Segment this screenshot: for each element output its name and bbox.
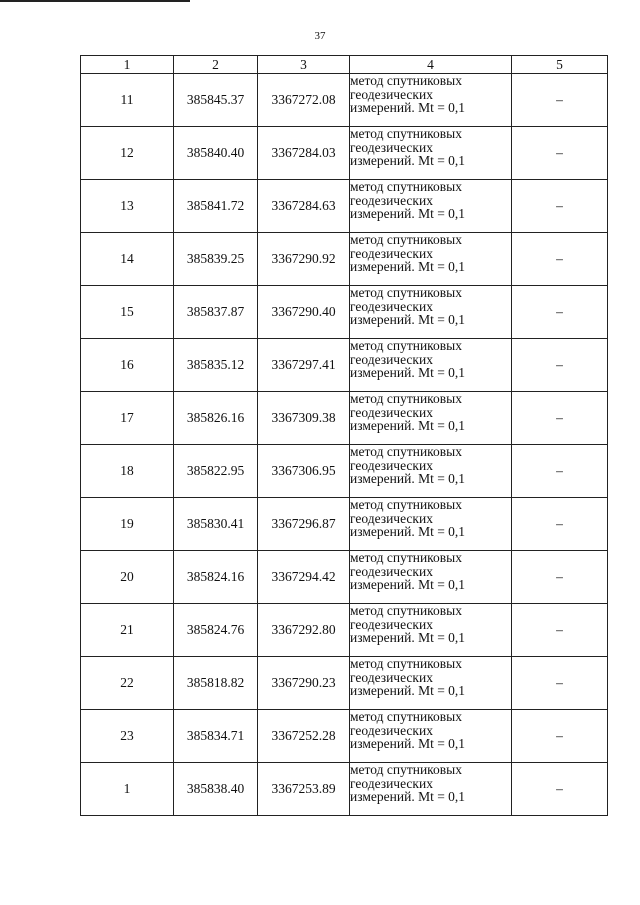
table-row xyxy=(81,339,608,392)
point-number-cell: 13 xyxy=(81,180,174,233)
method-line: геодезических xyxy=(350,351,433,367)
point-number-cell: 11 xyxy=(81,74,174,127)
method-line: измерений. Mt = 0,1 xyxy=(350,471,466,486)
note-cell: – xyxy=(512,127,608,180)
table-row xyxy=(81,657,608,710)
y-coordinate-cell: 3367297.41 xyxy=(258,339,350,392)
method-line: геодезических xyxy=(350,86,433,102)
table-row xyxy=(81,763,608,816)
method-line: измерений. Mt = 0,1 xyxy=(350,683,466,698)
x-coordinate-cell: 385838.40 xyxy=(174,763,258,816)
method-line: измерений. Mt = 0,1 xyxy=(350,418,466,433)
method-line: метод спутниковых xyxy=(350,497,462,512)
method-line: геодезических xyxy=(350,775,433,791)
point-number-cell: 12 xyxy=(81,127,174,180)
x-coordinate-cell: 385822.95 xyxy=(174,445,258,498)
x-coordinate-cell: 385824.76 xyxy=(174,604,258,657)
method-line: измерений. Mt = 0,1 xyxy=(350,630,466,645)
table-row xyxy=(81,180,608,233)
method-cell xyxy=(350,286,512,339)
method-line: геодезических xyxy=(350,669,433,685)
point-number-cell: 23 xyxy=(81,710,174,763)
x-coordinate-cell: 385826.16 xyxy=(174,392,258,445)
y-coordinate-cell: 3367296.87 xyxy=(258,498,350,551)
note-cell: – xyxy=(512,233,608,286)
table-row xyxy=(81,74,608,127)
method-cell xyxy=(350,233,512,286)
x-coordinate-cell: 385830.41 xyxy=(174,498,258,551)
method-cell xyxy=(350,710,512,763)
method-cell xyxy=(350,763,512,816)
point-number-cell: 15 xyxy=(81,286,174,339)
note-cell: – xyxy=(512,551,608,604)
header-col-5: 5 xyxy=(512,56,608,74)
point-number-cell: 20 xyxy=(81,551,174,604)
method-cell xyxy=(350,339,512,392)
note-cell: – xyxy=(512,180,608,233)
table-row xyxy=(81,445,608,498)
y-coordinate-cell: 3367253.89 xyxy=(258,763,350,816)
method-cell xyxy=(350,604,512,657)
header-col-2: 2 xyxy=(174,56,258,74)
point-number-cell: 22 xyxy=(81,657,174,710)
y-coordinate-cell: 3367290.92 xyxy=(258,233,350,286)
y-coordinate-cell: 3367252.28 xyxy=(258,710,350,763)
page-number: 37 xyxy=(314,30,326,42)
y-coordinate-cell: 3367284.63 xyxy=(258,180,350,233)
method-line: метод спутниковых xyxy=(350,550,462,565)
method-line: измерений. Mt = 0,1 xyxy=(350,789,466,804)
method-line: метод спутниковых xyxy=(350,391,462,406)
x-coordinate-cell: 385839.25 xyxy=(174,233,258,286)
method-line: геодезических xyxy=(350,298,433,314)
point-number-cell: 19 xyxy=(81,498,174,551)
note-cell: – xyxy=(512,392,608,445)
point-number-cell: 17 xyxy=(81,392,174,445)
header-col-4: 4 xyxy=(350,56,512,74)
table-row xyxy=(81,710,608,763)
method-line: геодезических xyxy=(350,245,433,261)
x-coordinate-cell: 385841.72 xyxy=(174,180,258,233)
y-coordinate-cell: 3367306.95 xyxy=(258,445,350,498)
x-coordinate-cell: 385824.16 xyxy=(174,551,258,604)
x-coordinate-cell: 385840.40 xyxy=(174,127,258,180)
note-cell: – xyxy=(512,498,608,551)
note-cell: – xyxy=(512,763,608,816)
method-cell xyxy=(350,498,512,551)
top-rule xyxy=(0,0,190,2)
note-cell: – xyxy=(512,74,608,127)
method-line: геодезических xyxy=(350,563,433,579)
note-cell: – xyxy=(512,710,608,763)
point-number-cell: 16 xyxy=(81,339,174,392)
method-line: метод спутниковых xyxy=(350,338,462,353)
y-coordinate-cell: 3367292.80 xyxy=(258,604,350,657)
method-line: измерений. Mt = 0,1 xyxy=(350,259,466,274)
x-coordinate-cell: 385834.71 xyxy=(174,710,258,763)
method-line: метод спутниковых xyxy=(350,232,462,247)
method-line: метод спутниковых xyxy=(350,73,462,88)
method-cell xyxy=(350,74,512,127)
y-coordinate-cell: 3367290.40 xyxy=(258,286,350,339)
table-row xyxy=(81,604,608,657)
y-coordinate-cell: 3367284.03 xyxy=(258,127,350,180)
method-line: измерений. Mt = 0,1 xyxy=(350,153,466,168)
note-cell: – xyxy=(512,445,608,498)
x-coordinate-cell: 385818.82 xyxy=(174,657,258,710)
table-row xyxy=(81,498,608,551)
method-cell xyxy=(350,657,512,710)
method-line: измерений. Mt = 0,1 xyxy=(350,206,466,221)
method-line: метод спутниковых xyxy=(350,656,462,671)
method-cell xyxy=(350,180,512,233)
method-line: измерений. Mt = 0,1 xyxy=(350,100,466,115)
method-line: метод спутниковых xyxy=(350,709,462,724)
y-coordinate-cell: 3367290.23 xyxy=(258,657,350,710)
method-line: измерений. Mt = 0,1 xyxy=(350,365,466,380)
point-number-cell: 1 xyxy=(81,763,174,816)
y-coordinate-cell: 3367272.08 xyxy=(258,74,350,127)
method-line: геодезических xyxy=(350,722,433,738)
table-row xyxy=(81,127,608,180)
x-coordinate-cell: 385845.37 xyxy=(174,74,258,127)
method-line: геодезических xyxy=(350,139,433,155)
header-col-3: 3 xyxy=(258,56,350,74)
header-col-1: 1 xyxy=(81,56,174,74)
y-coordinate-cell: 3367294.42 xyxy=(258,551,350,604)
note-cell: – xyxy=(512,286,608,339)
method-cell xyxy=(350,392,512,445)
note-cell: – xyxy=(512,657,608,710)
method-cell xyxy=(350,445,512,498)
point-number-cell: 21 xyxy=(81,604,174,657)
table-row xyxy=(81,286,608,339)
method-line: геодезических xyxy=(350,457,433,473)
y-coordinate-cell: 3367309.38 xyxy=(258,392,350,445)
coordinates-table xyxy=(80,55,608,816)
table-row xyxy=(81,551,608,604)
table-body xyxy=(81,74,608,816)
method-line: измерений. Mt = 0,1 xyxy=(350,736,466,751)
note-cell: – xyxy=(512,339,608,392)
method-line: метод спутниковых xyxy=(350,126,462,141)
method-line: метод спутниковых xyxy=(350,444,462,459)
method-line: метод спутниковых xyxy=(350,285,462,300)
table-row xyxy=(81,392,608,445)
x-coordinate-cell: 385837.87 xyxy=(174,286,258,339)
method-line: геодезических xyxy=(350,404,433,420)
method-line: геодезических xyxy=(350,616,433,632)
method-cell xyxy=(350,127,512,180)
point-number-cell: 18 xyxy=(81,445,174,498)
method-line: геодезических xyxy=(350,510,433,526)
x-coordinate-cell: 385835.12 xyxy=(174,339,258,392)
method-line: метод спутниковых xyxy=(350,603,462,618)
note-cell: – xyxy=(512,604,608,657)
table-header-row xyxy=(81,56,608,74)
method-line: измерений. Mt = 0,1 xyxy=(350,524,466,539)
method-cell xyxy=(350,551,512,604)
method-line: измерений. Mt = 0,1 xyxy=(350,312,466,327)
table-row xyxy=(81,233,608,286)
method-line: геодезических xyxy=(350,192,433,208)
method-line: измерений. Mt = 0,1 xyxy=(350,577,466,592)
point-number-cell: 14 xyxy=(81,233,174,286)
method-line: метод спутниковых xyxy=(350,179,462,194)
method-line: метод спутниковых xyxy=(350,762,462,777)
